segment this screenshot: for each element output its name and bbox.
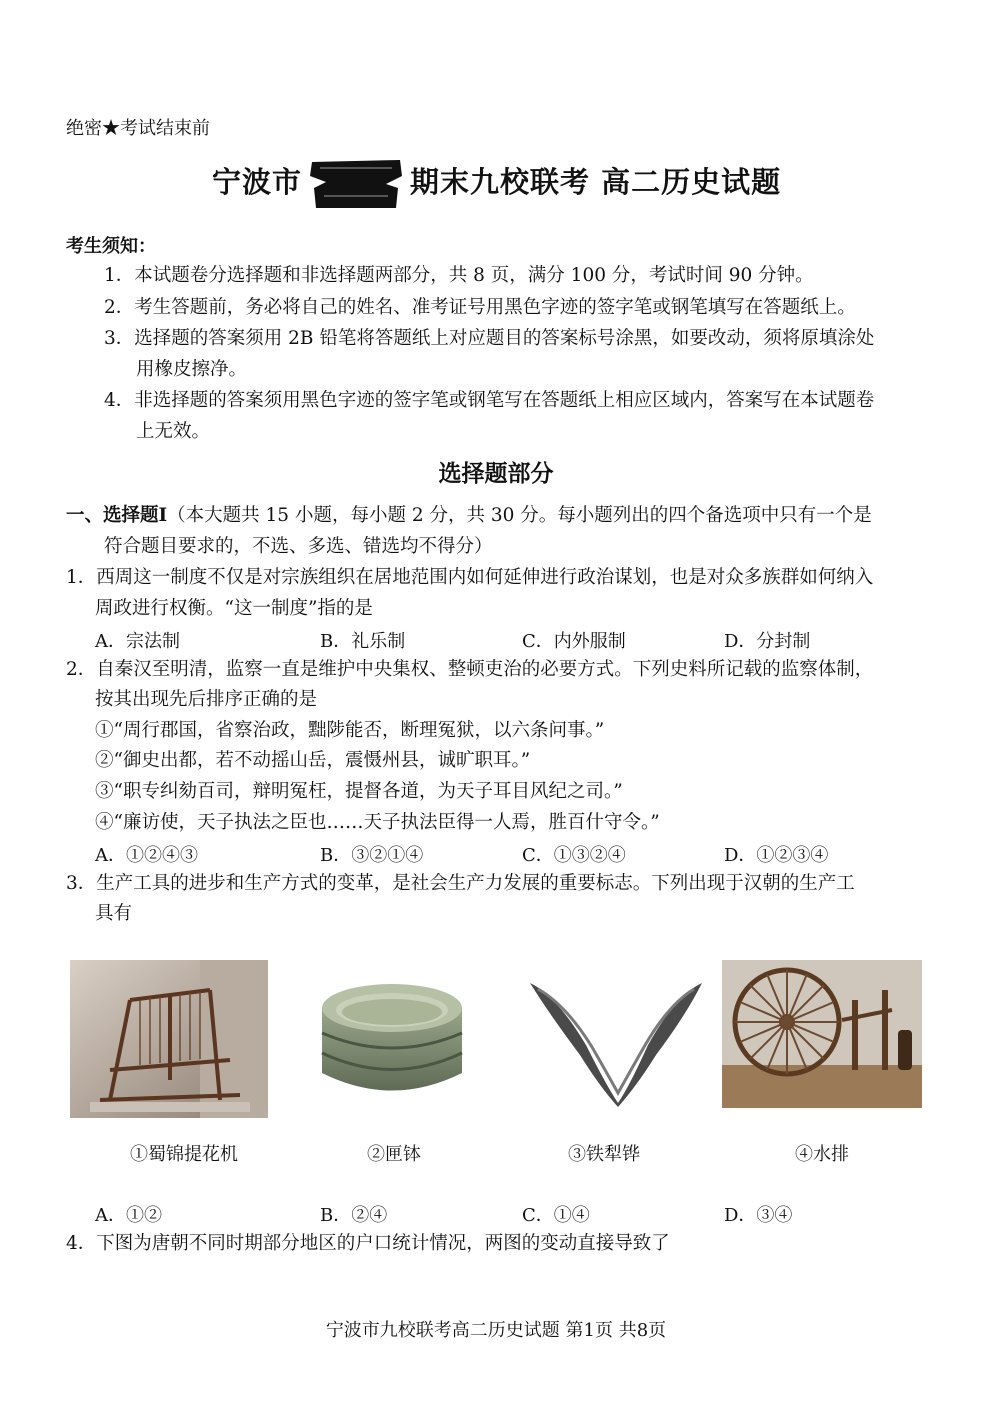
q3-stem: 3．生产工具的进步和生产方式的变革，是社会生产力发展的重要标志。下列出现于汉朝的生产工 bbox=[66, 873, 855, 894]
figure-caption: ③铁犁铧 bbox=[568, 1144, 640, 1165]
q2-option-d: D．①②③④ bbox=[724, 845, 829, 866]
saggar-image bbox=[312, 978, 472, 1100]
page-footer: 宁波市九校联考高二历史试题 第1页 共8页 bbox=[325, 1320, 667, 1341]
q2-source-item: ③“职专纠劾百司，辩明冤枉，提督各道，为天子耳目风纪之司。” bbox=[95, 781, 623, 802]
notice-item: 4．非选择题的答案须用黑色字迹的签字笔或钢笔写在答题纸上相应区域内，答案写在本试题卷 bbox=[104, 390, 875, 411]
q1-option-a: A．宗法制 bbox=[95, 631, 180, 652]
section-title: 选择题部分 bbox=[438, 460, 554, 487]
part-description: （本大题共 15 小题，每小题 2 分，共 30 分。每小题列出的四个备选项中只有一个是 bbox=[167, 505, 872, 526]
figure-caption: ④水排 bbox=[795, 1144, 849, 1165]
q3-option-c: C．①④ bbox=[522, 1205, 590, 1226]
notice-item: 2．考生答题前，务必将自己的姓名、准考证号用黑色字迹的签字笔或钢笔填写在答题纸上。 bbox=[104, 297, 856, 318]
q2-option-c: C．①③②④ bbox=[522, 845, 626, 866]
q2-source-item: ②“御史出都，若不动摇山岳，震慑州县，诚旷职耳。” bbox=[95, 750, 531, 771]
q2-stem: 2．自秦汉至明清，监察一直是维护中央集权、整顿吏治的必要方式。下列史料所记载的监察体制， bbox=[66, 659, 874, 680]
title-right: 期末九校联考 高二历史试题 bbox=[410, 165, 782, 199]
q2-source-item: ①“周行郡国，省察治政，黜陟能否，断理冤狱，以六条问事。” bbox=[95, 720, 605, 741]
q2-stem-continued: 按其出现先后排序正确的是 bbox=[95, 689, 318, 710]
figure-caption: ②匣钵 bbox=[367, 1144, 421, 1165]
q3-option-a: A．①② bbox=[95, 1205, 162, 1226]
redaction-blot-icon bbox=[306, 158, 406, 210]
part-description-continued: 符合题目要求的，不选、多选、错选均不得分） bbox=[104, 536, 493, 557]
q2-option-b: B．③②①④ bbox=[320, 845, 424, 866]
q2-option-a: A．①②④③ bbox=[95, 845, 198, 866]
notice-item: 3．选择题的答案须用 2B 铅笔将答题纸上对应题目的答案标号涂黑，如要改动，须将原填涂处 bbox=[104, 328, 875, 349]
q1-stem-continued: 周政进行权衡。“这一制度”指的是 bbox=[95, 598, 373, 619]
brocade-loom-image bbox=[70, 960, 268, 1118]
q1-option-c: C．内外服制 bbox=[522, 631, 626, 652]
notice-item-continued: 上无效。 bbox=[136, 421, 211, 442]
notice-heading: 考生须知： bbox=[66, 236, 156, 257]
title-left: 宁波市 bbox=[212, 165, 303, 199]
figure-caption: ①蜀锦提花机 bbox=[130, 1144, 238, 1165]
water-bellows-image bbox=[722, 960, 922, 1108]
q3-option-b: B．②④ bbox=[320, 1205, 388, 1226]
q3-stem-continued: 具有 bbox=[95, 903, 133, 924]
iron-plowshare-image bbox=[526, 975, 706, 1110]
part-heading bbox=[66, 504, 872, 528]
q4-stem: 4．下图为唐朝不同时期部分地区的户口统计情况，两图的变动直接导致了 bbox=[66, 1233, 670, 1254]
notice-item: 1．本试题卷分选择题和非选择题两部分，共 8 页，满分 100 分，考试时间 90 分钟。 bbox=[104, 265, 814, 286]
q3-option-d: D．③④ bbox=[724, 1205, 793, 1226]
q1-stem: 1．西周这一制度不仅是对宗族组织在居地范围内如何延伸进行政治谋划，也是对众多族群如何纳入 bbox=[66, 567, 874, 588]
q1-option-d: D．分封制 bbox=[724, 631, 811, 652]
notice-item-continued: 用橡皮擦净。 bbox=[136, 359, 248, 380]
exam-title bbox=[212, 158, 781, 210]
secrecy-mark: 绝密★考试结束前 bbox=[66, 118, 210, 139]
part-label: 一、选择题Ⅰ bbox=[66, 505, 168, 526]
q2-source-item: ④“廉访使，天子执法之臣也……天子执法臣得一人焉，胜百什守令。” bbox=[95, 812, 660, 833]
q1-option-b: B．礼乐制 bbox=[320, 631, 406, 652]
